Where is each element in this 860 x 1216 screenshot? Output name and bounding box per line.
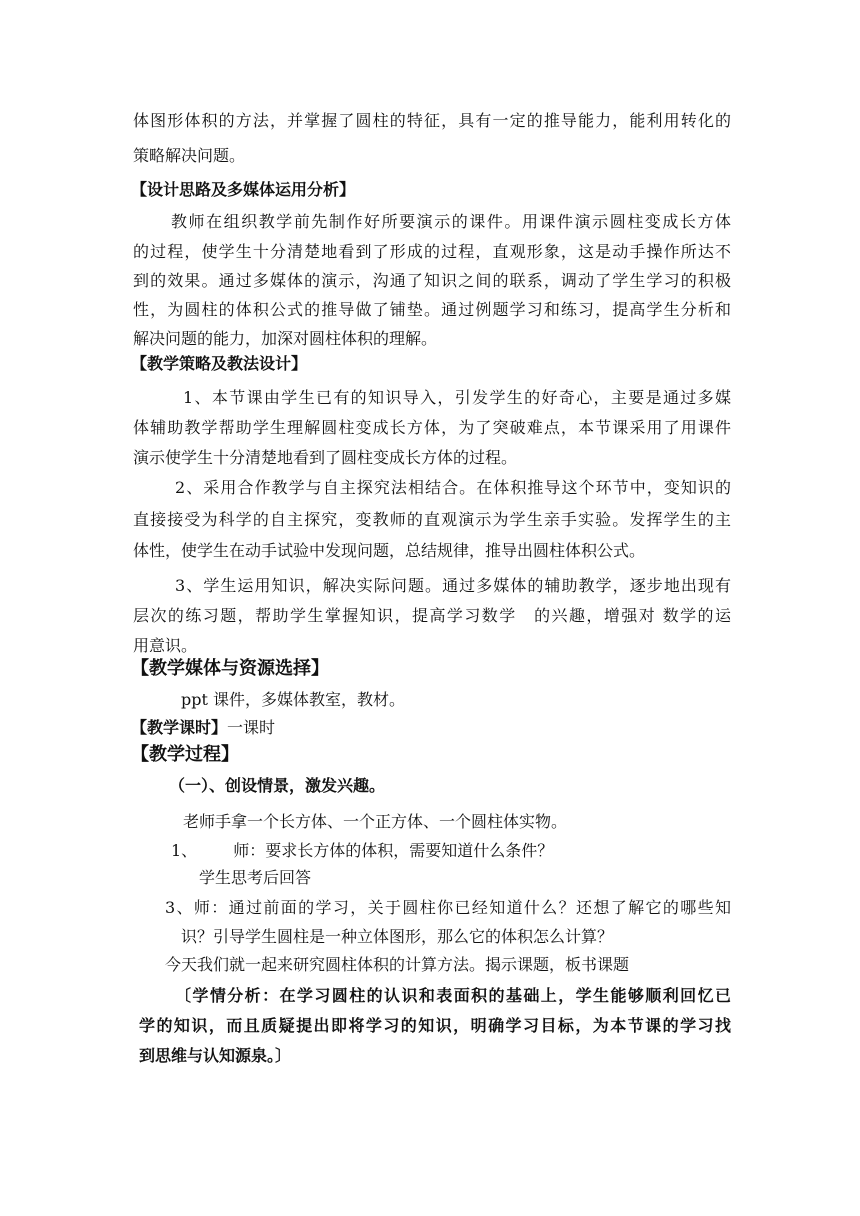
media-text: ppt 课件，多媒体教室，教材。 — [181, 690, 406, 709]
design-line-3: 到的效果。通过多媒体的演示，沟通了知识之间的联系，调动了学生学习的积极 — [133, 271, 731, 290]
hours-text: 一课时 — [227, 718, 276, 737]
process-line-1: 老师手拿一个长方体、一个正方体、一个圆柱体实物。 — [183, 812, 568, 831]
process-line-4: 3、师：通过前面的学习，关于圆柱你已经知道什么？还想了解它的哪些知 — [165, 898, 731, 917]
design-heading: 【设计思路及多媒体运用分析】 — [131, 180, 356, 199]
analysis-line-3: 到思维与认知源泉。〕 — [139, 1046, 292, 1065]
process-section-1: （一）、创设情景，激发兴趣。 — [169, 776, 386, 795]
strategy-p1-line-3: 演示使学生十分清楚地看到了圆柱变成长方体的过程。 — [133, 448, 518, 467]
strategy-p1-line-2: 体辅助教学帮助学生理解圆柱变成长方体，为了突破难点，本节课采用了用课件 — [133, 418, 731, 437]
process-line-2-number: 1、 — [171, 841, 198, 860]
strategy-heading: 【教学策略及教法设计】 — [131, 354, 308, 373]
strategy-p1-line-1: 1、本节课由学生已有的知识导入，引发学生的好奇心，主要是通过多媒 — [183, 388, 731, 407]
design-line-4: 性，为圆柱的体积公式的推导做了铺垫。通过例题学习和练习，提高学生分析和 — [133, 300, 731, 319]
intro-line-1: 体图形体积的方法，并掌握了圆柱的特征，具有一定的推导能力，能利用转化的 — [133, 111, 731, 130]
process-heading: 【教学过程】 — [131, 744, 239, 765]
design-line-5: 解决问题的能力，加深对圆柱体积的理解。 — [133, 329, 438, 348]
strategy-p2-line-3: 体性，使学生在动手试验中发现问题，总结规律，推导出圆柱体积公式。 — [133, 541, 646, 560]
process-line-5: 识？引导学生圆柱是一种立体图形，那么它的体积怎么计算？ — [181, 927, 614, 946]
hours-heading: 【教学课时】 — [131, 718, 228, 737]
design-line-1: 教师在组织教学前先制作好所要演示的课件。用课件演示圆柱变成长方体 — [171, 212, 731, 231]
intro-line-2: 策略解决问题。 — [133, 146, 246, 165]
process-line-3: 学生思考后回答 — [199, 868, 312, 887]
hours-line — [131, 718, 275, 738]
strategy-p2-line-2: 直接接受为科学的自主探究，变教师的直观演示为学生亲手实验。发挥学生的主 — [133, 510, 731, 529]
strategy-p3-line-1: 3、学生运用知识，解决实际问题。通过多媒体的辅助教学，逐步地出现有 — [175, 576, 731, 595]
strategy-p3-line-3: 用意识。 — [133, 636, 198, 655]
strategy-p3-line-2: 层次的练习题，帮助学生掌握知识，提高学习数学 的兴趣，增强对 数学的运 — [133, 606, 731, 625]
analysis-line-1: 〔学情分析：在学习圆柱的认识和表面积的基础上，学生能够顺利回忆已 — [175, 986, 731, 1005]
strategy-p2-line-1: 2、采用合作教学与自主探究法相结合。在体积推导这个环节中，变知识的 — [175, 478, 731, 497]
analysis-line-2: 学的知识，而且质疑提出即将学习的知识，明确学习目标，为本节课的学习找 — [139, 1016, 731, 1035]
process-line-2-text: 师：要求长方体的体积，需要知道什么条件？ — [233, 841, 554, 860]
design-line-2: 的过程，使学生十分清楚地看到了形成的过程，直观形象，这是动手操作所达不 — [133, 242, 731, 261]
media-heading: 【教学媒体与资源选择】 — [131, 658, 329, 679]
process-line-6: 今天我们就一起来研究圆柱体积的计算方法。揭示课题，板书课题 — [165, 955, 630, 974]
process-line-2 — [171, 841, 553, 861]
